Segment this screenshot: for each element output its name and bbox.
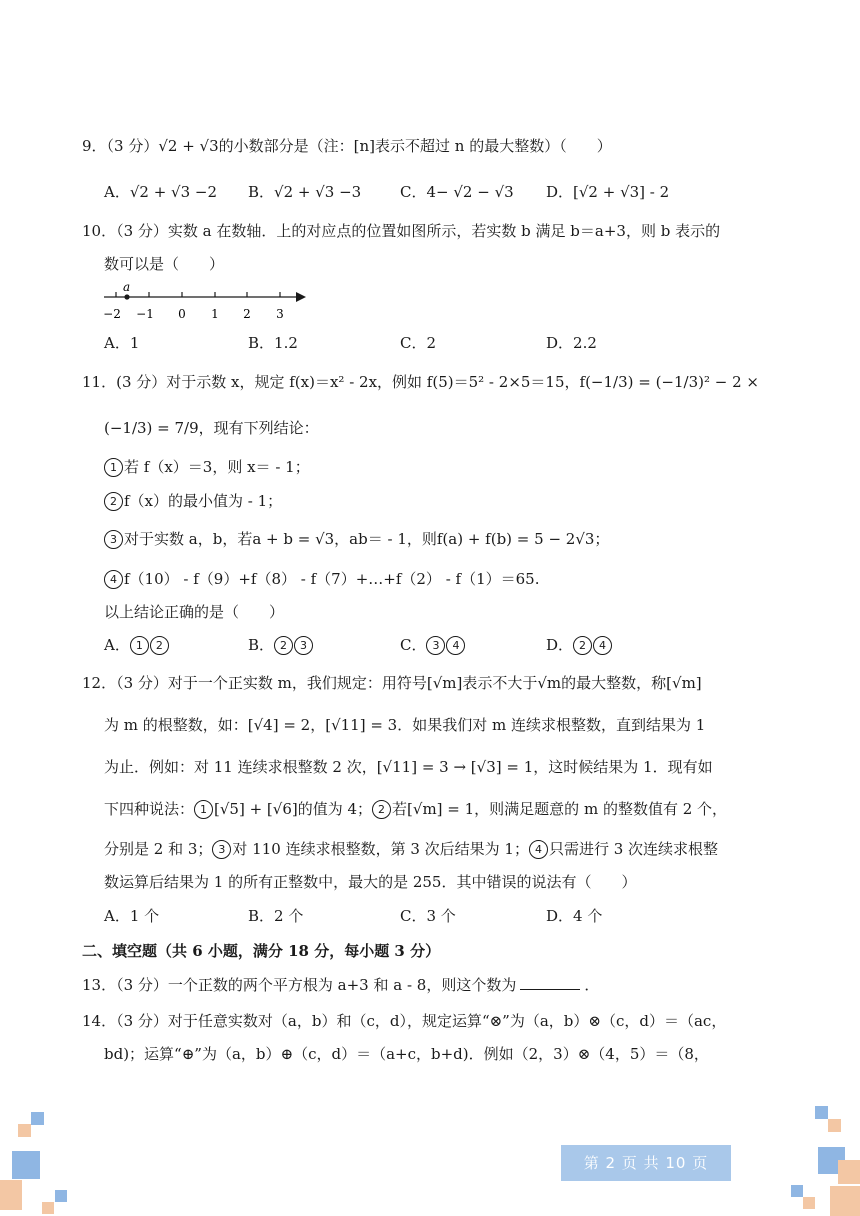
decor-square (12, 1151, 40, 1179)
q10-tick-label: 3 (276, 307, 284, 321)
decor-square (828, 1119, 841, 1132)
q10-tick-label: 1 (211, 307, 219, 321)
q12-line6: 数运算后结果为 1 的所有正整数中，最大的是 255．其中错误的说法有（ ） (104, 873, 637, 891)
decor-square (31, 1112, 44, 1125)
decor-square (803, 1197, 815, 1209)
q9-option-c: C．4− √2 − √3 (400, 183, 514, 201)
circled-number: 2 (104, 492, 123, 511)
circled-number: 1 (104, 458, 123, 477)
q9-option-a: A．√2 + √3 −2 (104, 183, 218, 201)
q10-tick-label: 0 (178, 307, 186, 321)
q12-option-c: C．3 个 (400, 907, 456, 925)
q10-tick-label: −2 (103, 307, 121, 321)
q11-stem-line1: 11．(3 分）对于示数 x，规定 f(x)＝x² - 2x，例如 f(5)＝5² - 2×5＝15，f(−1/3) = (−1/3)² − 2 × (82, 373, 759, 391)
q12-option-b: B．2 个 (248, 907, 304, 925)
q12-option-a: A．1 个 (104, 907, 160, 925)
q14-line2: bd)；运算“⊕”为（a，b）⊕（c，d）＝（a+c，b+d)．例如（2，3）⊗（4，5）＝（8， (104, 1045, 709, 1063)
q10-option-d: D．2.2 (546, 334, 597, 352)
q11-item-3: 3 对于实数 a，b，若a + b = √3，ab＝ - 1，则f(a) + f(b) = 5 − 2√3； (104, 528, 609, 550)
q10-tick-label: 2 (243, 307, 251, 321)
q11-ask: 以上结论正确的是（ ） (104, 603, 285, 621)
decor-square (791, 1185, 803, 1197)
q10-stem-line2: 数可以是（ ） (104, 255, 225, 273)
q13-stem: 13．（3 分）一个正数的两个平方根为 a+3 和 a - 8，则这个数为 ． (82, 976, 600, 994)
circled-number: 3 (104, 530, 123, 549)
q11-item-2: 2 f（x）的最小值为 - 1； (104, 490, 282, 512)
q10-option-a: A．1 (104, 334, 140, 352)
q10-stem-line1: 10．（3 分）实数 a 在数轴．上的对应点的位置如图所示，若实数 b 满足 b＝a+3，则 b 表示的 (82, 222, 721, 240)
q11-option-a: A． 1 2 (104, 634, 170, 656)
decor-square (18, 1124, 31, 1137)
q14-line1: 14．（3 分）对于任意实数对（a，b）和（c，d），规定运算“⊗”为（a，b）⊗（c，d）＝（ac， (82, 1012, 727, 1030)
q10-point-label: a (123, 280, 131, 294)
decor-square (42, 1202, 54, 1214)
decor-square (830, 1186, 860, 1216)
answer-blank (520, 975, 580, 990)
decor-square (815, 1106, 828, 1119)
q12-line5: 分别是 2 和 3； 3 对 110 连续求根整数，第 3 次后结果为 1； 4 只需进行 3 次连续求根整 (104, 840, 719, 858)
q12-line3: 为止．例如：对 11 连续求根整数 2 次，[√11] = 3 → [√3] = 1，这时候结果为 1．现有如 (104, 758, 713, 776)
q11-stem-line2: (−1/3) = 7/9，现有下列结论： (104, 419, 319, 437)
q9-option-b: B．√2 + √3 −3 (248, 183, 362, 201)
q11-option-d: D． 2 4 (546, 634, 613, 656)
q10-option-c: C．2 (400, 334, 437, 352)
circled-number: 4 (104, 570, 123, 589)
decor-square (55, 1190, 67, 1202)
section-heading: 二、填空题（共 6 小题，满分 18 分，每小题 3 分） (82, 942, 441, 960)
q10-option-b: B．1.2 (248, 334, 298, 352)
q9-stem: 9．（3 分）√2 + √3的小数部分是（注：[n]表示不超过 n 的最大整数）（ ） (82, 137, 612, 155)
q12-line1: 12．（3 分）对于一个正实数 m，我们规定：用符号[√m]表示不大于√m的最大整数，称[√m] (82, 674, 702, 692)
q10-number-line (96, 280, 316, 324)
decor-square (0, 1180, 22, 1210)
q11-item-1: 1 若 f（x）＝3，则 x＝ - 1； (104, 456, 310, 478)
q11-option-b: B． 2 3 (248, 634, 314, 656)
q12-option-d: D．4 个 (546, 907, 603, 925)
q11-option-c: C． 3 4 (400, 634, 466, 656)
q12-line4: 下四种说法： 1 [√5] + [√6]的值为 4； 2 若[√m] = 1，则满足题意的 m 的整数值有 2 个， (104, 800, 728, 818)
decor-square (838, 1160, 860, 1184)
page-number: 第 2 页 共 10 页 (561, 1145, 731, 1181)
q9-option-d: D．[√2 + √3] - 2 (546, 183, 670, 201)
q12-line2: 为 m 的根整数，如：[√4] = 2，[√11] = 3．如果我们对 m 连续求根整数，直到结果为 1 (104, 716, 706, 734)
q11-item-4: 4 f（10） - f（9）+f（8） - f（7）+…+f（2） - f（1）＝65. (104, 568, 540, 590)
q10-tick-label: −1 (136, 307, 154, 321)
q10-point-a (124, 294, 129, 299)
